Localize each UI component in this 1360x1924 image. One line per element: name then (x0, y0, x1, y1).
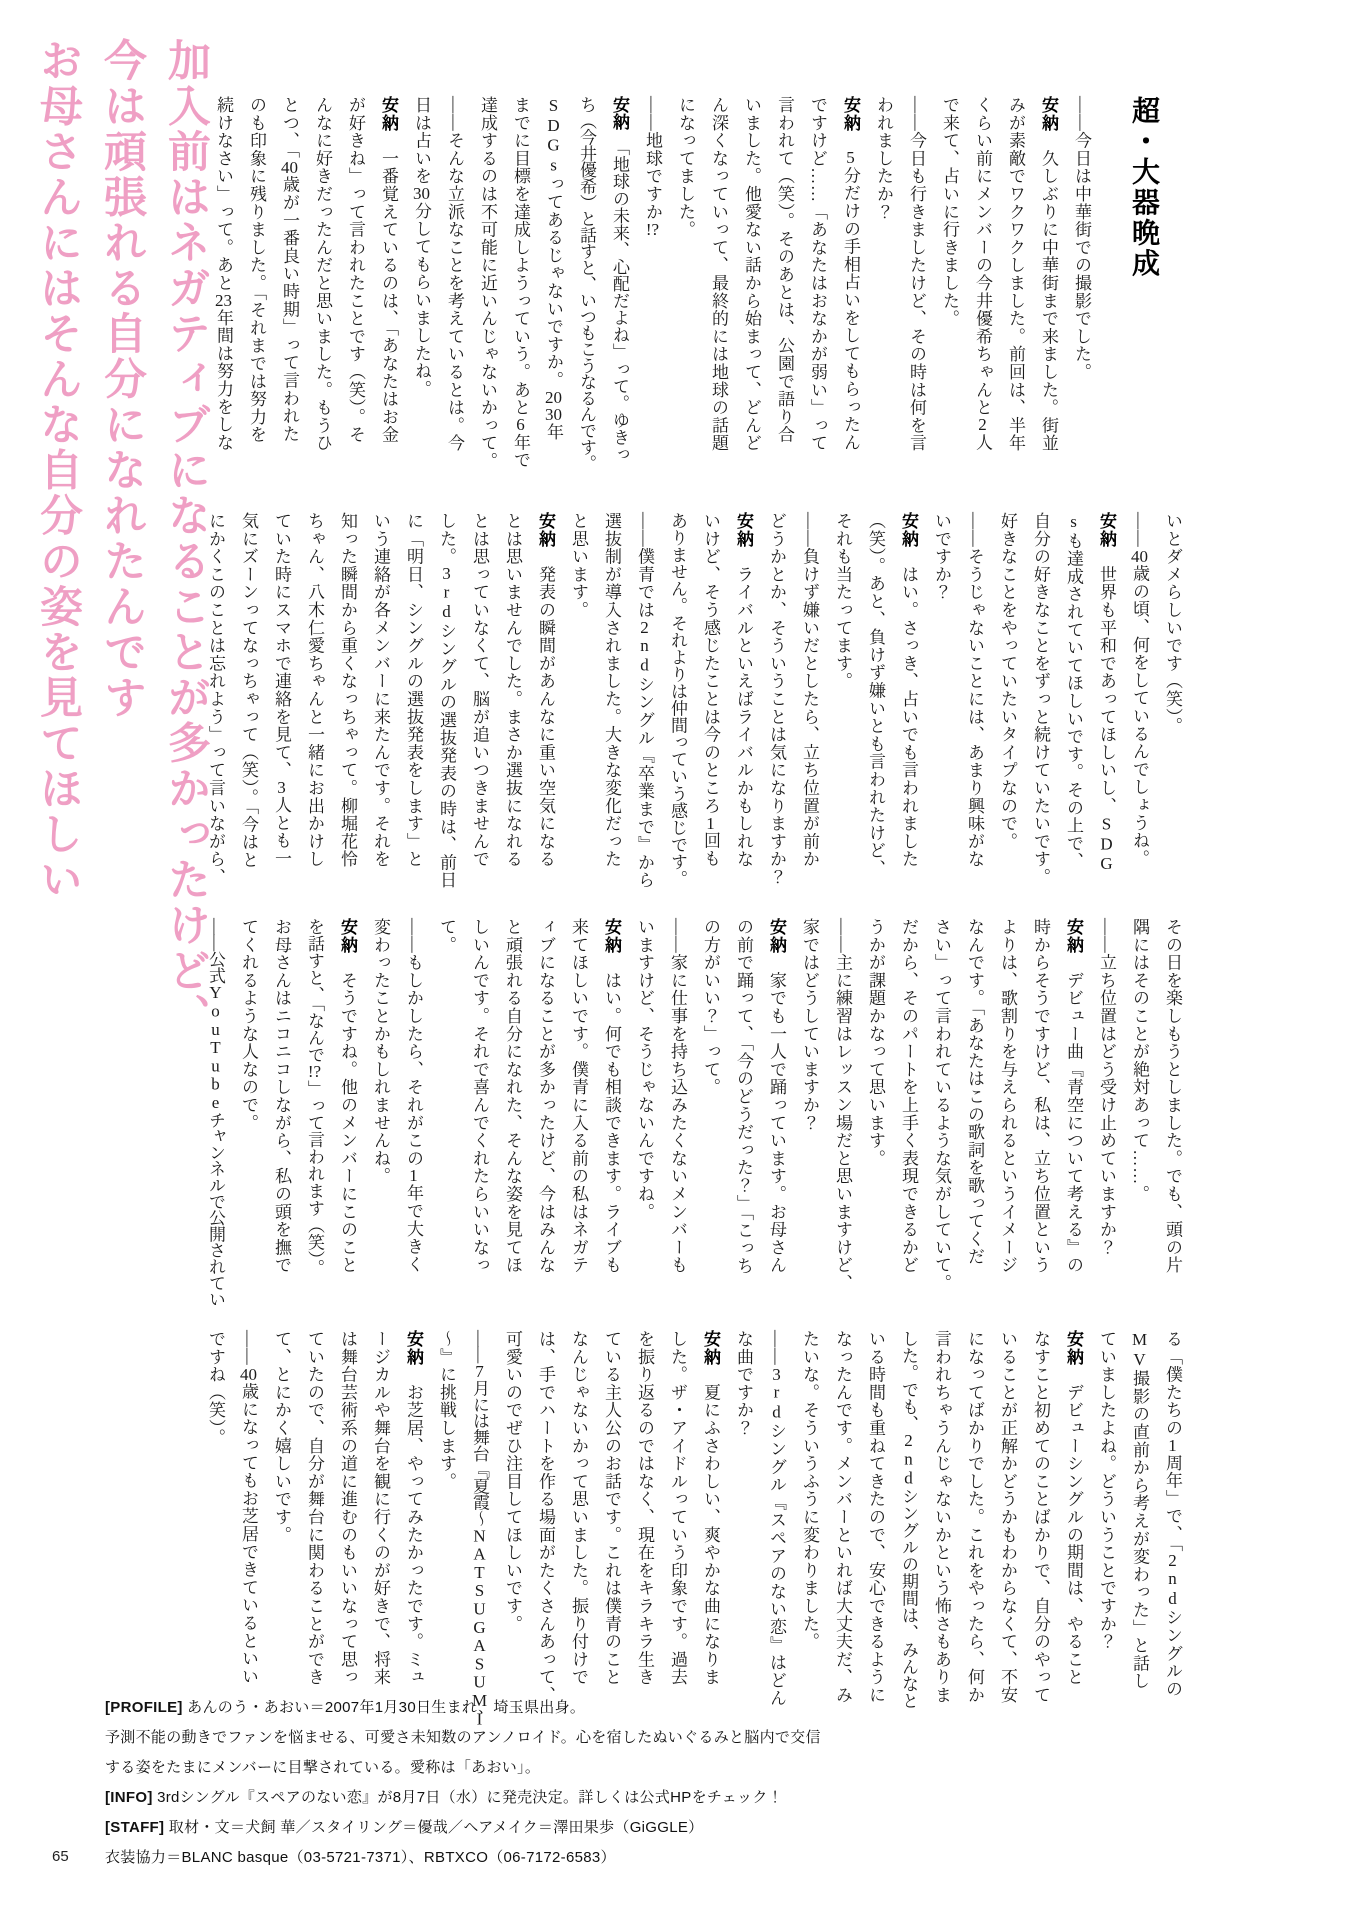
footer-line-info: [INFO] 3rdシングル『スペアのない恋』が8月7日（水）に発売決定。詳しくは公式HPをチェック！ (105, 1789, 783, 1806)
text-column: 安納 デビュー曲『青空について考える』の (1064, 918, 1083, 1275)
text-column: ——家に仕事を持ち込みたくないメンバーも (668, 918, 687, 1274)
text-column: 安納 はい。さっき、占いでも言われました (899, 512, 918, 869)
text-column: は舞台芸術系の道に進むのもいいなって思っ (338, 1330, 357, 1686)
headline-column: 加入前はネガティブになることが多かったけど、 (162, 38, 210, 1039)
text-column: いることが正解かどうかもわからなくて、不安 (998, 1330, 1017, 1704)
text-column: の方がいい？」って。 (701, 918, 720, 1096)
text-column: ——今日も行きましたけど、その時は何を言 (907, 96, 926, 452)
article-title: 超・大器晩成 (1128, 96, 1159, 279)
text-column: ——そうじゃないことには、あまり興味がな (965, 512, 984, 868)
interview-band-2 (199, 512, 1189, 890)
text-column: 日は占いを30分してもらいましたね。 (412, 96, 431, 398)
footer-line: 予測不能の動きでファンを悩ませる、可愛さ未知数のアンノロイド。心を宿したぬいぐるみと脳内で交信 (105, 1729, 821, 1746)
text-column: ——公式YouTubeチャンネルで公開されてい (206, 918, 225, 1307)
text-column: ——40歳になってもお芝居できているといい (239, 1330, 258, 1686)
text-column: いですか？ (932, 512, 951, 601)
footer-line: 衣装協力＝BLANC basque（03-5721-7371）、RBTXCO（06-7172-6583） (105, 1849, 616, 1866)
text-column: 時からそうですけど、私は、立ち位置という (1031, 918, 1050, 1274)
text-column: ていた時にスマホで連絡を見て、3人とも一 (272, 512, 291, 868)
footer-label: [INFO] (105, 1789, 158, 1806)
text-column: しいんです。それで喜んでくれたらいいなっ (470, 918, 489, 1274)
text-column: 安納 ライバルといえばライバルかもしれな (734, 512, 753, 869)
text-column: 隅にはそのことが絶対あって……。 (1130, 918, 1149, 1203)
text-column: なんじゃないかって思いました。振り付けで (569, 1330, 588, 1686)
text-column: とは思っていなくて、脳が追いつきませんで (470, 512, 489, 868)
text-column: くらい前にメンバーの今井優希ちゃんと2人 (973, 96, 992, 452)
text-column: ていましたよね。どういうことですか？ (1097, 1330, 1116, 1651)
text-column: その日を楽しもうとしました。でも、頭の片 (1163, 918, 1182, 1274)
text-column: MV撮影の直前から考えが変わった」と話し (1130, 1330, 1149, 1691)
text-column: だから、そのパートを上手く表現できるかど (899, 918, 918, 1274)
text-column: それも当たってます。 (833, 512, 852, 690)
footer-line-staff: [STAFF] 取材・文＝犬飼 華／スタイリング＝優哉／ヘアメイク＝澤田果歩（GiGGLE） (105, 1819, 704, 1836)
text-column: ている主人公のお話です。これは僕青のこと (602, 1330, 621, 1686)
text-column: した。でも、2ndシングルの期間は、みんなと (899, 1330, 918, 1710)
headline-column: 今は頑張れる自分になれたんです (98, 38, 146, 721)
text-column: われましたか？ (874, 96, 893, 221)
text-column: を振り返るのではなく、現在をキラキラ生き (635, 1330, 654, 1686)
text-column: 安納 デビューシングルの期間は、やること (1064, 1330, 1083, 1687)
text-column: いますけど、そうじゃないんですね。 (635, 918, 654, 1221)
text-column: んなに好きだったんだと思いました。もうひ (313, 96, 332, 452)
text-column: と頑張れる自分になれた、そんな姿を見てほ (503, 918, 522, 1274)
text-column: した。ザ・アイドルっていう印象です。過去 (668, 1330, 687, 1686)
text-column: ですけど……「あなたはおなかが弱い」って (808, 96, 827, 452)
footer-line: する姿をたまにメンバーに目撃されている。愛称は「あおい」。 (105, 1759, 541, 1776)
text-column: みが素敵でワクワクしました。前回は、半年 (1006, 96, 1025, 452)
text-column: になってました。 (676, 96, 695, 239)
text-column: ——僕青では2ndシングル『卒業まで』から (635, 512, 654, 890)
headline (16, 38, 208, 1039)
footer-label: [PROFILE] (105, 1699, 188, 1716)
text-column: とつ、「40歳が一番良い時期」って言われた (280, 96, 299, 443)
text-column: 安納 「地球の未来、心配だよね」って。ゆきっ (610, 96, 629, 463)
text-column: の前で踊って、「今のどうだった？」「こっち (734, 918, 753, 1275)
text-column: までに目標を達成しようっていう。あと6年で (511, 96, 530, 470)
text-column: ——3rdシングル『スペアのない恋』はどん (767, 1330, 786, 1708)
text-column: 家ではどうしていますか？ (800, 918, 819, 1132)
text-column: いとダメらしいです（笑）。 (1163, 512, 1182, 735)
text-column: ——今日は中華街での撮影でした。 (1072, 96, 1091, 381)
text-column: ちゃん、八木仁愛ちゃんと一緒にお出かけし (305, 512, 324, 868)
text-column: ん深くなっていって、最終的には地球の話題 (709, 96, 728, 452)
headline-column: お母さんにはそんな自分の姿を見てほしい (34, 38, 82, 903)
text-column: ——負けず嫌いだとしたら、立ち位置が前か (800, 512, 819, 868)
text-column: うかが課題かなって思います。 (866, 918, 885, 1168)
text-column: 可愛いのでぜひ注目してほしいです。 (503, 1330, 522, 1633)
text-column: たいな。そういうふうに変わりました。 (800, 1330, 819, 1651)
text-column: 安納 お芝居、やってみたかったです。ミュ (404, 1330, 423, 1687)
text-column: て。 (437, 918, 456, 954)
text-column: と思います。 (569, 512, 588, 619)
text-column: 選抜制が導入されました。大きな変化だった (602, 512, 621, 868)
text-column: が好きね」って言われたことです（笑）。そ (346, 96, 365, 444)
text-column: ——もしかしたら、それがこの1年で大きく (404, 918, 423, 1274)
text-column: 達成するのは不可能に近いんじゃないかって。 (478, 96, 497, 470)
text-column: ージカルや舞台を観に行くのが好きで、将来 (371, 1330, 390, 1686)
text-column: な曲ですか？ (734, 1330, 753, 1437)
text-column: になってばかりでした。これをやったら、何か (965, 1330, 984, 1704)
text-column: 安納 家でも一人で踊っています。お母さん (767, 918, 786, 1275)
text-column: 安納 5分だけの手相占いをしてもらったん (841, 96, 860, 452)
text-column: ていたので、自分が舞台に関わることができ (305, 1330, 324, 1686)
text-column: よりは、歌割りを与えられるというイメージ (998, 918, 1017, 1274)
text-column: いる時間も重ねてきたので、安心できるように (866, 1330, 885, 1704)
text-column: ち（今井優希）と話すと、いつもこうなるんです。 (577, 96, 596, 471)
text-column: ですね（笑）。 (206, 1330, 225, 1447)
interview-band-1 (207, 96, 1166, 471)
text-column: 安納 そうですね。他のメンバーにこのこと (338, 918, 357, 1275)
text-column: なったんです。メンバーといれば大丈夫だ、み (833, 1330, 852, 1704)
text-column: を話すと、「なんで!?」って言われます（笑）。 (305, 918, 324, 1277)
text-column: なんです。「あなたはこの歌詞を歌ってくだ (965, 918, 984, 1266)
text-column: ——地球ですか!? (643, 96, 662, 238)
text-column: 好きなことをやっていたいタイプなので。 (998, 512, 1017, 851)
interview-band-3 (199, 918, 1189, 1307)
text-column: 知った瞬間から重くなっちゃって。柳堀花怜 (338, 512, 357, 868)
text-column: て、とにかく嬉しいです。 (272, 1330, 291, 1544)
text-column: 安納 一番覚えているのは、「あなたはお金 (379, 96, 398, 444)
text-column: ——そんな立派なことを考えているとは。今 (445, 96, 464, 452)
text-column: 来てほしいです。僕青に入る前の私はネガテ (569, 918, 588, 1274)
text-column: 安納 はい。何でも相談できます。ライブも (602, 918, 621, 1275)
text-column: いけど、そう感じたことは今のところ1回も (701, 512, 720, 868)
text-column: SDGsってあるじゃないですか。2030年 (544, 96, 563, 441)
footer-line-profile: [PROFILE] あんのう・あおい＝2007年1月30日生まれ、埼玉県出身。 (105, 1699, 586, 1716)
text-column: 気にズーンってなっちゃって（笑）。「今はと (239, 512, 258, 869)
text-column: 自分の好きなことをずっと続けていたいです。 (1031, 512, 1050, 886)
text-column: 変わったことかもしれませんね。 (371, 918, 390, 1185)
text-column: ——立ち位置はどう受け止めていますか？ (1097, 918, 1116, 1257)
text-column: （笑）。あと、負けず嫌いとも言われたけど、 (866, 512, 885, 878)
text-column: で来て、占いに行きました。 (940, 96, 959, 328)
text-column: どうかとか、そういうことは気になりますか？ (767, 512, 786, 886)
text-column: いました。他愛ない話から始まって、どんど (742, 96, 761, 452)
text-column: に「明日、シングルの選抜発表をします」と (404, 512, 423, 868)
text-column: にかくこのことは忘れよう」って言いながら、 (206, 512, 225, 886)
text-column: 〜』に挑戦します。 (437, 1330, 456, 1491)
text-column: 安納 久しぶりに中華街まで来ました。街並 (1039, 96, 1058, 453)
text-column: 言われちゃうんじゃないかという怖さもありま (932, 1330, 951, 1704)
text-column: なすこと初めてのことばかりで、自分のやって (1031, 1330, 1050, 1704)
text-column: ——40歳の頃、何をしているんでしょうね。 (1130, 512, 1149, 868)
text-column: は、手でハートを作る場面がたくさんあって、 (536, 1330, 555, 1704)
text-column: ——7月には舞台『夏霞〜NATSUGASUMI (470, 1330, 489, 1728)
text-column: お母さんはニコニコしながら、私の頭を撫で (272, 918, 291, 1274)
text-column: 安納 世界も平和であってほしいし、SDG (1097, 512, 1116, 875)
text-column: いう連絡が各メンバーに来たんです。それを (371, 512, 390, 868)
text-column: てくれるような人なので。 (239, 918, 258, 1132)
page-number: 65 (52, 1848, 69, 1865)
footer-label: [STAFF] (105, 1819, 169, 1836)
text-column: とは思いませんでした。まさか選抜になれる (503, 512, 522, 868)
text-column: 安納 夏にふさわしい、爽やかな曲になりま (701, 1330, 720, 1687)
text-column: した。3rdシングルの選抜発表の時は、前日 (437, 512, 456, 890)
text-column: さい」って言われているような気がしていて。 (932, 918, 951, 1292)
text-column: ありません。それよりは仲間っていう感じです。 (668, 512, 687, 888)
text-column: 言われて（笑）。そのあとは、公園で語り合 (775, 96, 794, 444)
text-column: のも印象に残りました。「それまでは努力を (247, 96, 266, 444)
text-column: ィブになることが多かったけど、今はみんな (536, 918, 555, 1274)
text-column: sも達成されていてほしいです。その上で、 (1064, 512, 1083, 871)
text-column: 続けなさい」って。あと23年間は努力をしな (214, 96, 233, 452)
text-column: 安納 発表の瞬間があんなに重い空気になる (536, 512, 555, 869)
text-column: る「僕たちの1周年」で、「2ndシングルの (1163, 1330, 1182, 1698)
text-column: ——主に練習はレッスン場だと思いますけど、 (833, 918, 852, 1292)
